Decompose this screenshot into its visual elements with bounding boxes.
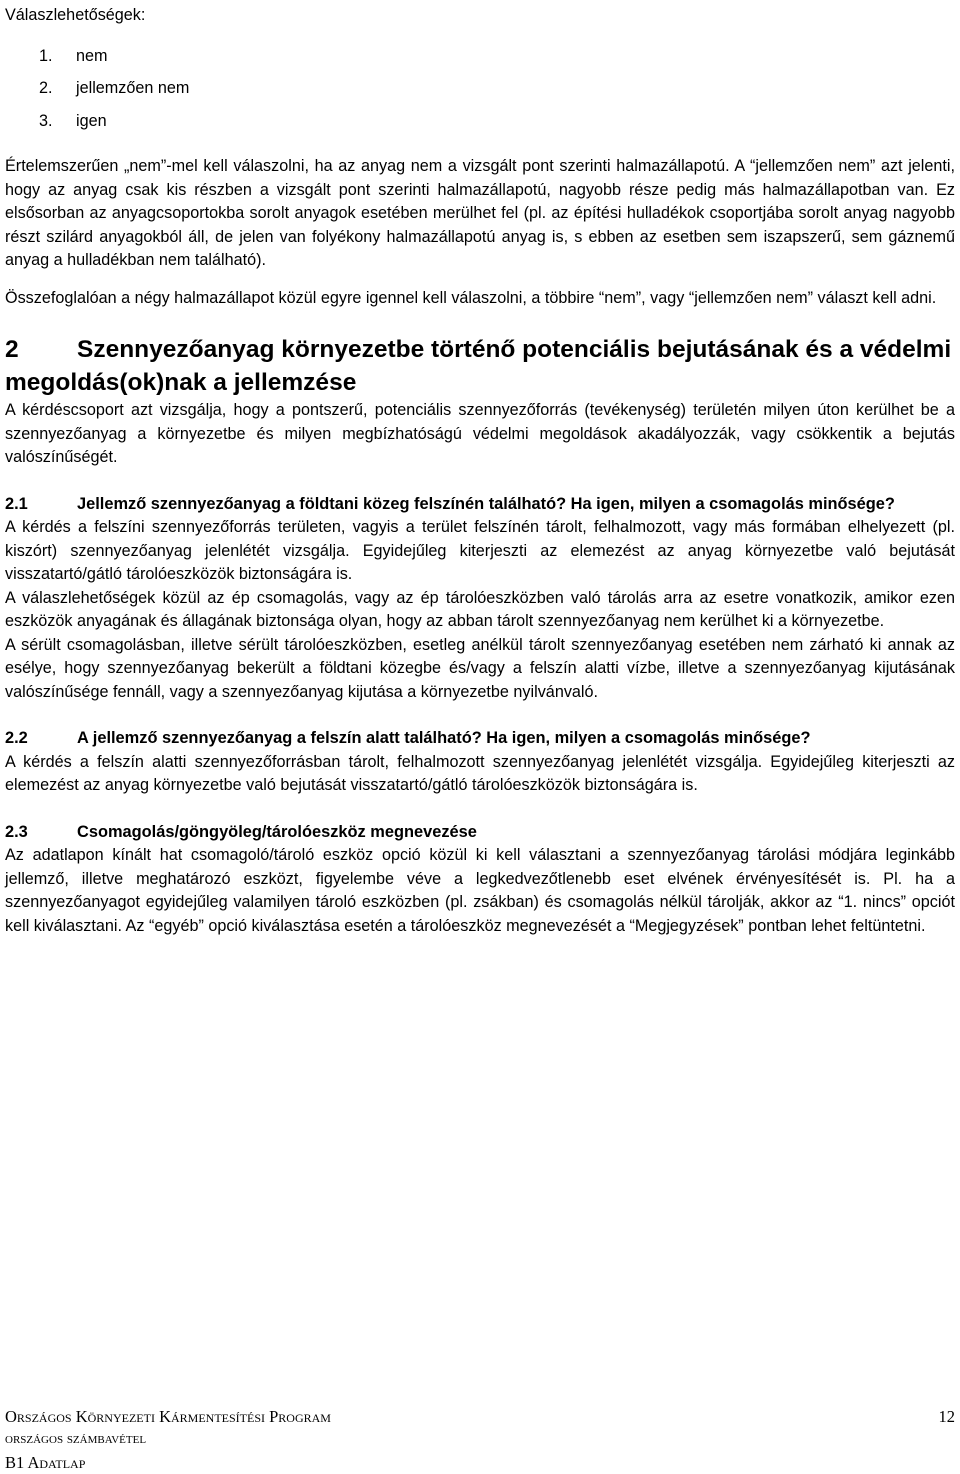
section-2-intro: A kérdéscsoport azt vizsgálja, hogy a pontszerű, potenciális szennyezőforrás (tevékenység) területén milyen úton kerülhet be a szennyezőanyag a környezetbe és milyen megbízhatóságú védelmi megoldások akadályozzák, vagy csökkentik a bejutás valószínűségét. — [5, 401, 955, 467]
section-title: Szennyezőanyag környezetbe történő potenciális bejutásának és a védelmi megoldás(ok)nak a jellemzése — [5, 336, 952, 397]
subsection-title: Csomagolás/göngyöleg/tárolóeszköz megnevezése — [77, 822, 477, 841]
footer-line3: B1 Adatlap — [5, 1453, 86, 1472]
list-item-label: nem — [76, 46, 108, 65]
section-number: 2 — [5, 336, 19, 364]
subsection-2-1-heading — [5, 493, 955, 517]
page-footer — [5, 1405, 955, 1474]
list-item-label: jellemzően nem — [76, 79, 190, 98]
subsection-2-1-para: A válaszlehetőségek közül az ép csomagolás, vagy az ép tárolóeszközben való tárolás arra az esetre vonatkozik, amikor ezen eszközök anyagának és állagának biztonsága olyan, hogy az abban tárolt szennyezőanyag nem kerülhet ki a környezetbe. — [5, 588, 955, 631]
subsection-2-2-heading — [5, 727, 955, 751]
footer-program: Országos Környezeti Kármentesítési Program — [5, 1407, 331, 1426]
page-number: 12 — [938, 1407, 955, 1426]
list-item-label: igen — [76, 111, 107, 130]
subsection-2-1-para: A sérült csomagolásban, illetve sérült tárolóeszközben, esetleg anélkül tárolt szennyezőanyag esetében nem zárható ki annak az esélye, hogy szennyezőanyag bekerült a földtani közegbe és/vagy a felszín alatti vízbe, illetve a szennyezőanyag kijutásának valószínűsége fennáll, vagy a szennyezőanyag kijutása a környezetbe nyilvánvaló. — [5, 635, 955, 701]
footer-line2: országos számbavétel — [5, 1431, 147, 1447]
list-item-number: 1. — [39, 46, 53, 65]
options-heading: Válaszlehetőségek: — [5, 6, 146, 24]
list-item — [5, 40, 955, 73]
section-2-heading — [5, 333, 955, 399]
subsection-number: 2.3 — [5, 822, 28, 841]
subsection-2-3-heading — [5, 821, 955, 845]
subsection-title: Jellemző szennyezőanyag a földtani közeg felszínén található? Ha igen, milyen a csomagolás minősége? — [77, 494, 895, 513]
subsection-number: 2.2 — [5, 729, 28, 748]
paragraph-summary: Összefoglalóan a négy halmazállapot közül egyre igennel kell válaszolni, a többire “nem”, vagy “jellemzően nem” választ kell adni. — [5, 288, 937, 307]
options-list — [5, 40, 955, 138]
paragraph-state-explanation: Értelemszerűen „nem”-mel kell válaszolni, ha az anyag nem a vizsgált pont szerinti halmazállapotú. A “jellemzően nem” azt jelenti, hogy az anyag csak kis részben a vizsgált pont szerinti halmazállapotú, nagyobb része pedig más halmazállapotban van. Ez elsősorban az anyagcsoportokba sorolt anyagok esetében merülhet fel (pl. az építési hulladékok csoportjába sorolt anyag nagyobb részt szilárd anyagokból áll, de jelen van folyékony halmazállapotú anyag is, s ebben az esetben sem iszapszerű, sem gáznemű anyag a hulladékban nem található). — [5, 157, 955, 270]
subsection-number: 2.1 — [5, 494, 28, 513]
list-item-number: 2. — [39, 79, 53, 98]
subsection-2-2-para: A kérdés a felszín alatti szennyezőforrásban tárolt, felhalmozott szennyezőanyag jelenlétét vizsgálja. Egyidejűleg kiterjeszti az elemezést az anyag környezetbe való bejutását visszatartó/gátló tárolóeszközök biztonságára is. — [5, 752, 955, 795]
list-item — [5, 72, 955, 105]
subsection-2-1-para: A kérdés a felszíni szennyezőforrás területen, vagyis a terület felszínén tárolt, felhalmozott, vagy más formában elhelyezett (pl. kiszórt) szennyezőanyag jelenlétét vizsgálja. Egyidejűleg kiterjeszti az elemezést az anyag környezetbe való bejutását visszatartó/gátló tárolóeszközök biztonságára is. — [5, 518, 955, 584]
document-page — [5, 4, 955, 938]
list-item-number: 3. — [39, 111, 53, 130]
subsection-2-3-para: Az adatlapon kínált hat csomagoló/tároló eszköz opció közül ki kell választani a szennyezőanyag tárolási módjára leginkább jellemző, illetve meghatározó eszközt, figyelembe véve a legkedvezőtlenebb eset elvének érvényesítését is. Pl. ha a szennyezőanyagot egyidejűleg valamilyen tároló eszközben (pl. zsákban) és csomagolás nélkül tárolják, akkor az “1. nincs” opciót kell kiválasztani. Az “egyéb” opció kiválasztása esetén a tárolóeszköz megnevezését a “Megjegyzések” pontban lehet feltüntetni. — [5, 846, 955, 935]
list-item — [5, 105, 955, 138]
subsection-title: A jellemző szennyezőanyag a felszín alatt található? Ha igen, milyen a csomagolás minősége? — [77, 729, 811, 748]
